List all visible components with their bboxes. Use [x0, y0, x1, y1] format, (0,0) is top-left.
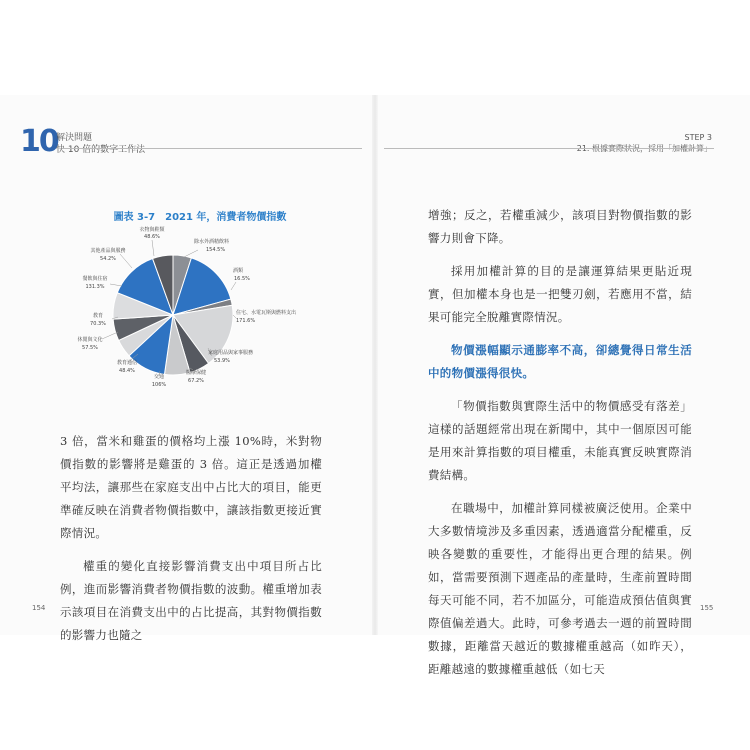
pie-value-label-3: 16.5%: [234, 276, 250, 282]
pie-value-label-5: 53.9%: [214, 358, 230, 364]
pie-label-7: 交通: [153, 374, 165, 380]
pie-leader-line-1: [152, 240, 154, 256]
pie-label-12: 其他產品與服務: [90, 248, 126, 254]
pie-leader-line-11: [110, 284, 122, 286]
book-title-line2: 快 10 倍的數字工作法: [56, 145, 146, 155]
step-label: STEP 3: [684, 133, 712, 142]
pie-label-1: 衣物與鞋類: [139, 227, 165, 233]
left-paragraph-1: 3 倍，當米和雞蛋的價格均上漲 10%時，米對物價指數的影響將是雞蛋的 3 倍。這正是透過加權平均法，讓那些在家庭支出中占比大的項目，能更準確反映在消費者物價指數中，讓該指數更接近實際情況。: [60, 434, 322, 540]
pie-value-label-4: 171.6%: [236, 318, 256, 324]
pie-value-label-7: 106%: [151, 382, 167, 388]
pie-value-label-6: 67.2%: [188, 378, 204, 384]
section-heading: 物價漲幅顯示通膨率不高，卻總覺得日常生活中的物價漲得很快。: [428, 343, 692, 380]
section-label: 21. 根據實際狀況，採用「加權計算」: [576, 144, 712, 153]
pie-label-8: 教育通信: [116, 360, 138, 366]
pie-leader-line-2: [184, 250, 198, 257]
right-paragraph-2: 採用加權計算的目的是讓運算結果更貼近現實，但加權本身也是一把雙刃劍，若應用不當，結果可能完全脫離實際情況。: [428, 264, 692, 324]
book-title-line1: 解決問題: [56, 133, 93, 143]
book-logo: 10: [20, 124, 58, 159]
pie-leader-line-3: [231, 282, 236, 290]
pie-value-label-12: 54.2%: [100, 256, 116, 262]
page-number-left: 154: [32, 604, 46, 612]
pie-label-6: 醫療保健: [185, 370, 207, 376]
pie-label-4: 住宅、水電瓦斯與燃料支出: [236, 310, 297, 316]
page-number-right: 155: [700, 604, 714, 612]
right-paragraph-3: 「物價指數與實際生活中的物價感受有落差」這樣的話題經常出現在新聞中，其中一個原因可能是用來計算指數的項目權重，未能真實反映實際消費結構。: [428, 399, 692, 482]
pie-value-label-1: 48.6%: [144, 234, 160, 240]
pie-value-label-8: 48.4%: [119, 368, 135, 374]
pie-value-label-2: 154.5%: [206, 247, 226, 253]
right-paragraph-4: 在職場中，加權計算同樣被廣泛使用。企業中大多數情境涉及多重因素，透過適當分配權重，反映各變數的重要性，才能得出更合理的結果。例如，當需要預測下週產品的產量時，生產前置時間每天可能不同，若不加區分，可能造成預估值與實際值偏差過大。此時，可參考過去一週的前置時間數據，距離當天越近的數據權重越高（如昨天），距離越遠的數據權重越低（如七天: [428, 501, 692, 676]
pie-label-9: 休閒與文化: [77, 337, 103, 343]
pie-leader-line-12: [120, 254, 132, 268]
pie-leader-line-9: [102, 332, 118, 339]
left-page-body: [60, 430, 322, 657]
pie-value-label-10: 70.3%: [90, 321, 106, 327]
pie-value-label-11: 131.3%: [85, 284, 105, 290]
right-page-body: [428, 204, 692, 691]
pie-label-3: 酒類: [233, 268, 244, 274]
figure-title: 圖表 3-7 2021 年，消費者物價指數: [113, 212, 287, 223]
pie-label-5: 家庭用品與家事服務: [208, 350, 254, 356]
pie-label-11: 餐飲與住宿: [82, 276, 108, 282]
left-paragraph-2: 權重的變化直接影響消費支出中項目所占比例，進而影響消費者物價指數的波動。權重增加表示該項目在消費支出中的占比提高，其對物價指數的影響力也隨之: [60, 559, 322, 642]
pie-label-2: 除水外酒精飲料: [194, 239, 230, 245]
right-paragraph-1: 增強；反之，若權重減少，該項目對物價指數的影響力則會下降。: [428, 208, 692, 245]
pie-label-10: 教育: [92, 313, 104, 319]
pie-value-label-9: 57.5%: [82, 345, 98, 351]
